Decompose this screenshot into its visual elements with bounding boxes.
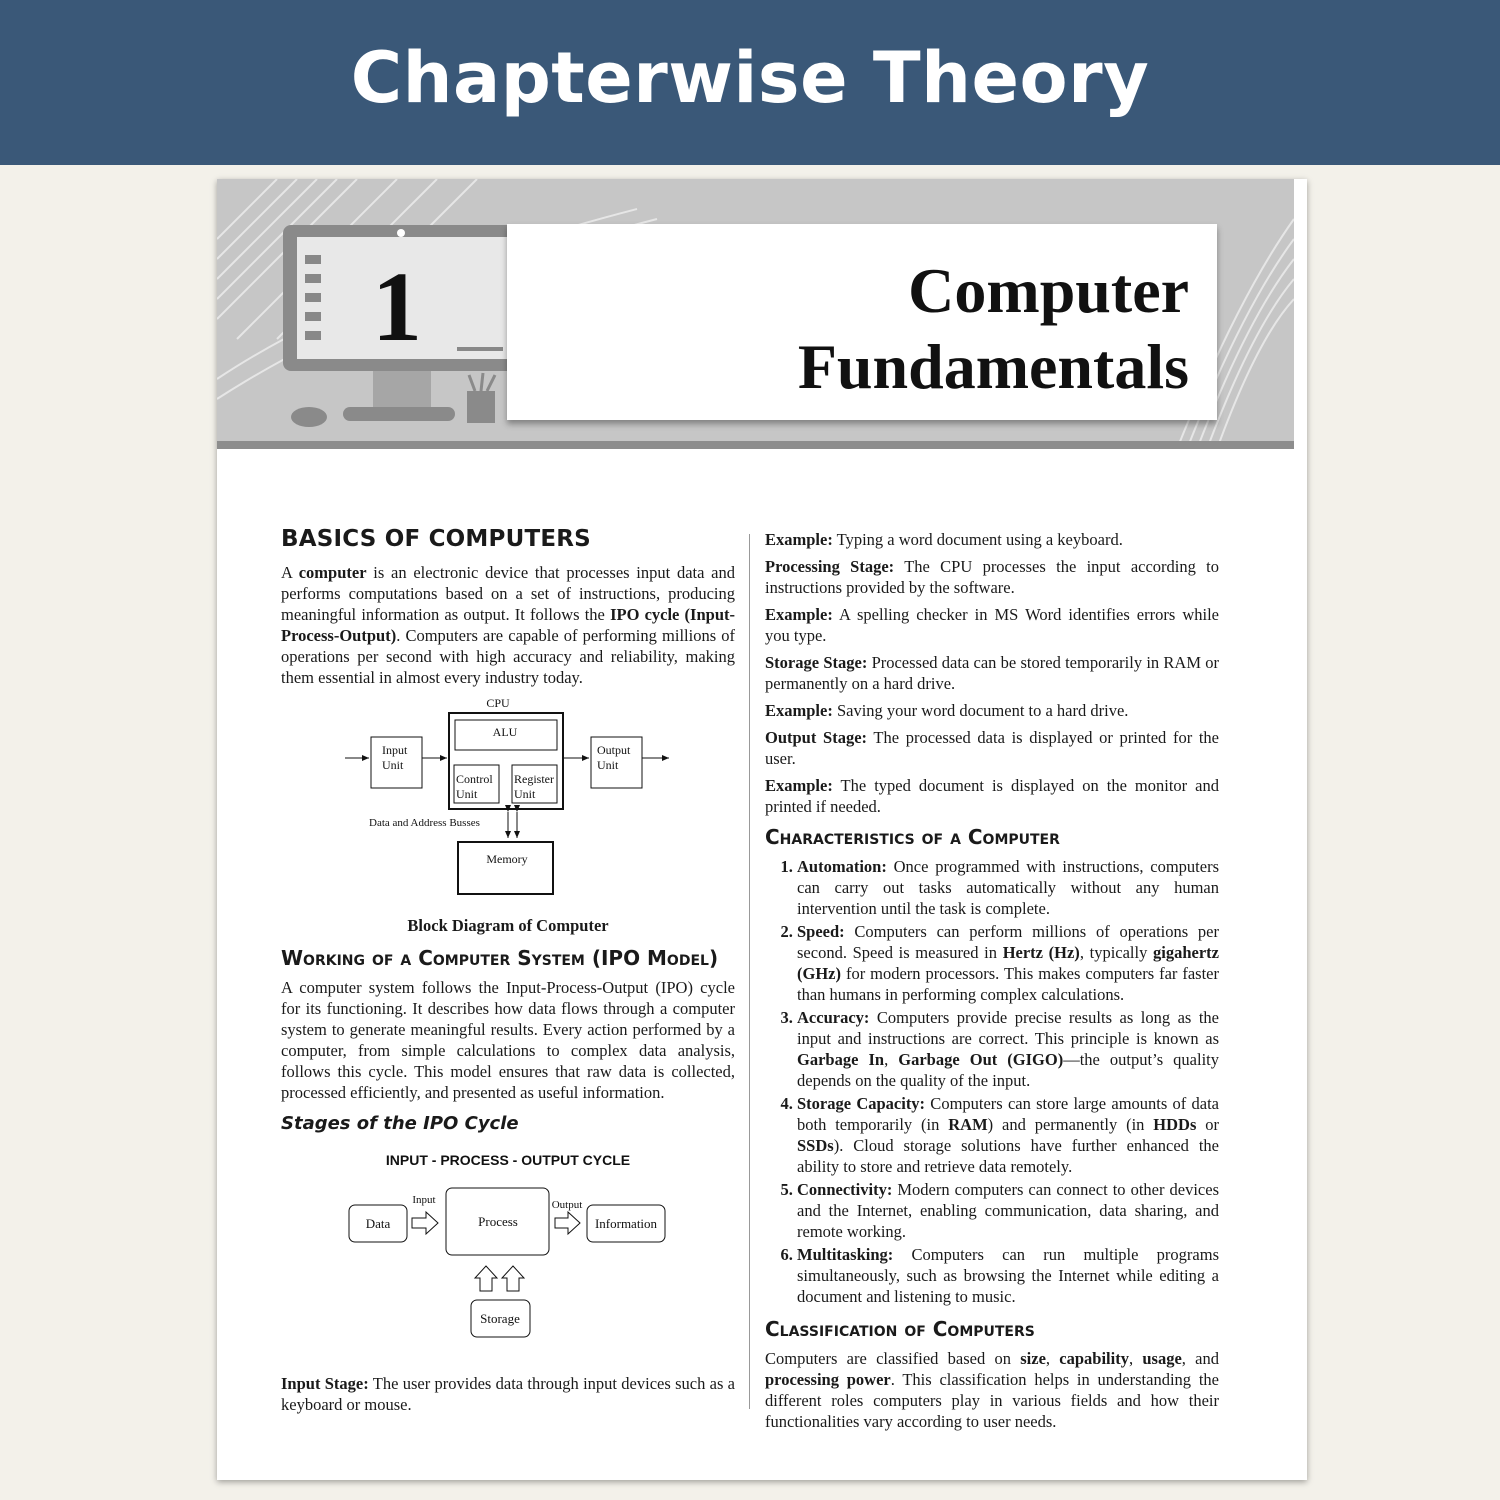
chapter-header: [217, 179, 1294, 449]
bold-term: Example:: [765, 776, 833, 795]
classification-paragraph: [765, 1348, 1219, 1432]
control-label-2: Unit: [456, 787, 478, 801]
bold-term: Hertz (Hz): [1002, 943, 1080, 962]
text-run: The typed document is displayed on the monitor and printed if needed.: [765, 776, 1219, 816]
text-run: A spelling checker in MS Word identifies errors while you type.: [765, 605, 1219, 645]
register-label-1: Register: [514, 772, 554, 786]
text-run: Computers are classified based on: [765, 1349, 1021, 1368]
text-run: Once programmed with instructions, computers can carry out tasks automatically without any human intervention until the task is complete.: [797, 857, 1219, 918]
bold-term: size: [1020, 1349, 1046, 1368]
bold-term: Automation:: [797, 857, 887, 876]
working-heading: Working of a Computer System (IPO Model): [281, 946, 719, 970]
input-arrow-icon: [412, 1212, 438, 1234]
ipo-storage-label: Storage: [480, 1311, 520, 1326]
text-run: Saving your word document to a hard drive.: [832, 701, 1129, 720]
banner-title: Chapterwise Theory: [350, 36, 1150, 119]
ipo-information-label: Information: [594, 1216, 658, 1231]
paragraph: [765, 529, 1219, 550]
characteristics-list: [765, 856, 1219, 1307]
bold-term: Input Stage:: [281, 1374, 369, 1393]
cpu-label: CPU: [486, 696, 510, 710]
text-run: —the output’s quality depends on the quality of the input.: [797, 1050, 1219, 1090]
bold-term: Storage Stage:: [765, 653, 868, 672]
bold-term: Processing Stage:: [765, 557, 895, 576]
alu-label: ALU: [492, 725, 518, 739]
register-label-2: Unit: [514, 787, 536, 801]
memory-box: [458, 842, 553, 894]
ipo-process-label: Process: [478, 1214, 518, 1229]
ipo-input-label: Input: [412, 1194, 436, 1206]
bold-term: Connectivity:: [797, 1180, 893, 1199]
text-run: The processed data is displayed or printed for the user.: [765, 728, 1220, 768]
input-unit-label-2: Unit: [382, 758, 404, 772]
bold-term: capability: [1059, 1349, 1129, 1368]
ipo-diagram: [281, 1148, 735, 1363]
text-run: . Computers are capable of performing millions of operations per second with high accuracy and reliability, making them essential in almost every industry today.: [281, 626, 735, 687]
paragraph: [765, 727, 1219, 769]
text-run: is an electronic device that processes input data and performs computations based on a set of instructions, producing meaningful information as output. It follows the: [281, 563, 735, 624]
text-run: Computers can run multiple programs simultaneously, such as browsing the Internet while editing a document and listening to music.: [797, 1245, 1219, 1306]
left-column: [281, 526, 736, 1415]
bold-term: Example:: [765, 530, 833, 549]
text-run: Computers can perform millions of operations per second. Speed is measured in: [797, 922, 1219, 962]
paragraph: [765, 652, 1219, 694]
text-run: Typing a word document using a keyboard.: [832, 530, 1123, 549]
output-arrow-icon: [555, 1212, 580, 1234]
paragraph: [765, 700, 1219, 721]
text-run: ). Cloud storage solutions have further enhanced the ability to store and retrieve data remotely.: [797, 1136, 1219, 1176]
bold-term: HDDs: [1153, 1115, 1197, 1134]
bus-label: Data and Address Busses: [369, 817, 480, 829]
output-unit-label-1: Output: [597, 743, 631, 757]
text-run: ,: [1045, 1349, 1060, 1368]
bold-term: computer: [298, 563, 367, 582]
bold-term: Multitasking:: [797, 1245, 894, 1264]
bold-term: Example:: [765, 605, 833, 624]
paragraph: [765, 556, 1219, 598]
text-run: The user provides data through input devices such as a keyboard or mouse.: [281, 1374, 736, 1414]
header-rule: [217, 441, 1294, 449]
bold-term: Accuracy:: [797, 1008, 870, 1027]
stages-heading: Stages of the IPO Cycle: [281, 1113, 519, 1134]
output-unit-label-2: Unit: [597, 758, 619, 772]
text-run: A: [281, 563, 299, 582]
bold-term: RAM: [948, 1115, 988, 1134]
classification-heading: Classification of Computers: [765, 1317, 1035, 1341]
list-item: [797, 1179, 1219, 1242]
paragraph: [765, 775, 1219, 817]
text-run: , typically: [1079, 943, 1154, 962]
banner: [0, 0, 1500, 165]
chapter-title-line2: Fundamentals: [797, 331, 1189, 402]
text-run: for modern processors. This makes computers far faster than humans in performing complex calculations.: [797, 964, 1219, 1004]
text-run: . This classification helps in understanding the different roles computers play in various fields and how their functionalities vary according to user needs.: [765, 1370, 1219, 1431]
column-divider: [749, 534, 750, 1409]
bold-term: Garbage In: [797, 1050, 885, 1069]
bold-term: Speed:: [797, 922, 845, 941]
bold-term: Garbage Out (GIGO): [898, 1050, 1064, 1069]
list-item: [797, 1007, 1219, 1091]
basics-heading: BASICS OF COMPUTERS: [281, 526, 591, 552]
text-run: , and: [1181, 1349, 1220, 1368]
ipo-diagram-svg: [281, 1148, 735, 1363]
text-run: Computers can store large amounts of data both temporarily (in: [797, 1094, 1219, 1134]
list-item: [797, 921, 1219, 1005]
text-run: or: [1196, 1115, 1219, 1134]
storage-arrow-icon-2: [502, 1266, 524, 1291]
bold-term: Storage Capacity:: [797, 1094, 926, 1113]
input-unit-label-1: Input: [382, 743, 408, 757]
list-item: [797, 1093, 1219, 1177]
control-label-1: Control: [456, 772, 493, 786]
paragraph: [765, 604, 1219, 646]
storage-arrow-icon: [475, 1266, 497, 1291]
bold-term: Example:: [765, 701, 833, 720]
ipo-title: INPUT - PROCESS - OUTPUT CYCLE: [385, 1152, 631, 1168]
text-run: Modern computers can connect to other devices and the Internet, enabling communication, data sharing, and remote working.: [797, 1180, 1219, 1241]
bold-term: IPO cycle (Input-Process-Output): [281, 605, 735, 645]
bold-term: usage: [1142, 1349, 1182, 1368]
ipo-data-label: Data: [365, 1216, 391, 1231]
book-page: [217, 179, 1307, 1480]
list-item: [797, 1244, 1219, 1307]
input-stage-paragraph: [281, 1373, 735, 1415]
block-diagram-svg: [281, 694, 735, 909]
chapter-title-card: [507, 224, 1217, 420]
text-run: ) and permanently (in: [987, 1115, 1154, 1134]
text-run: The CPU processes the input according to instructions provided by the software.: [765, 557, 1220, 597]
working-paragraph: A computer system follows the Input-Process-Output (IPO) cycle for its functioning. It describes how data flows through a computer system to generate meaningful results. Every action performed by a computer, from simple calculations to complex data analysis, follows this cycle. This model ensures that raw data is collected, processed efficiently, and presented as useful information.: [281, 978, 735, 1102]
text-run: ,: [1128, 1349, 1143, 1368]
list-item: [797, 856, 1219, 919]
bold-term: processing power: [765, 1370, 891, 1389]
bold-term: SSDs: [797, 1136, 834, 1155]
block-diagram: [281, 694, 735, 909]
text-run: Computers provide precise results as long as the input and instructions are correct. This principle is known as: [797, 1008, 1219, 1048]
stage-paragraphs: [765, 529, 1219, 817]
text-run: ,: [884, 1050, 899, 1069]
ipo-output-label: Output: [551, 1199, 583, 1211]
chapter-title-line1: Computer: [908, 255, 1189, 326]
block-diagram-caption: Block Diagram of Computer: [407, 916, 609, 935]
text-run: Processed data can be stored temporarily in RAM or permanently on a hard drive.: [765, 653, 1219, 693]
chapter-number: 1: [372, 251, 422, 362]
bold-term: gigahertz (GHz): [797, 943, 1219, 983]
bold-term: Output Stage:: [765, 728, 868, 747]
basics-paragraph: [281, 562, 735, 688]
memory-label: Memory: [486, 852, 528, 866]
characteristics-heading: Characteristics of a Computer: [765, 825, 1060, 849]
right-column: [765, 529, 1219, 1432]
